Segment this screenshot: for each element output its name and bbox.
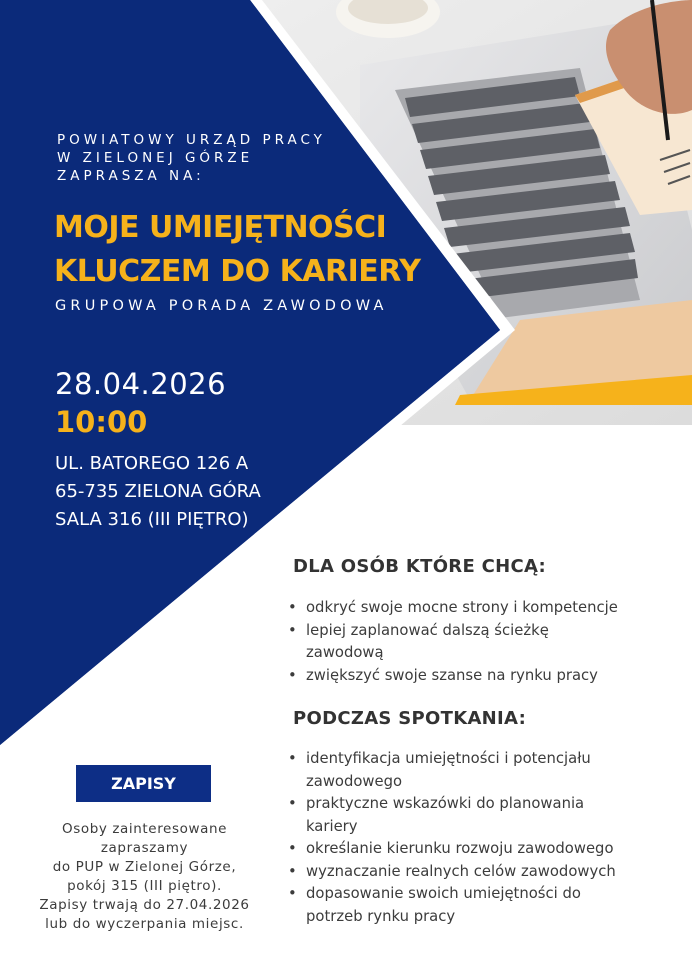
registration-line: Zapisy trwają do 27.04.2026 [39,897,250,913]
registration-line: zapraszamy [100,840,189,856]
for-whom-list [288,597,618,687]
organizer-line: POWIATOWY URZĄD PRACY [57,132,326,148]
bullet-icon: • [288,862,297,880]
organizer-line: ZAPRASZA NA: [57,168,205,184]
address-line: SALA 316 (III PIĘTRO) [55,509,249,530]
for-whom-heading: DLA OSÓB KTÓRE CHCĄ: [293,556,547,577]
list-item: • wyznaczanie realnych celów zawodowych [288,861,616,884]
event-date: 28.04.2026 [55,367,227,401]
address-line: 65-735 ZIELONA GÓRA [55,481,261,502]
registration-line: lub do wyczerpania miejsc. [45,916,244,932]
event-title-line: KLUCZEM DO KARIERY [54,254,421,289]
list-item: • praktyczne wskazówki do planowania kariery [288,795,585,835]
registration-line: pokój 315 (III piętro). [67,878,222,894]
organizer-text [57,131,326,185]
list-item: • dopasowanie swoich umiejętności do potrzeb rynku pracy [288,885,581,925]
address-line: UL. BATOREGO 126 A [55,453,249,474]
during-heading: PODCZAS SPOTKANIA: [293,708,527,729]
registration-info [18,820,271,934]
bullet-icon: • [288,840,297,857]
zapisy-button[interactable]: ZAPISY [76,765,211,802]
bullet-icon: • [288,795,297,812]
bullet-icon: • [288,599,297,616]
event-title [54,206,420,294]
list-item: • określanie kierunku rozwoju zawodowego [288,838,616,861]
list-item: • zwiększyć swoje szanse na rynku pracy [288,665,618,688]
organizer-line: W ZIELONEJ GÓRZE [57,150,254,166]
list-item: • lepiej zaplanować dalszą ścieżkę zawodową [288,621,549,661]
event-title-line: MOJE UMIEJĘTNOŚCI [54,210,387,245]
during-list [288,748,616,928]
event-address [55,450,261,534]
registration-line: do PUP w Zielonej Górze, [52,859,237,875]
list-item: • identyfikacja umiejętności i potencjału zawodowego [288,750,591,790]
event-subtitle: GRUPOWA PORADA ZAWODOWA [55,298,388,314]
bullet-icon: • [288,666,297,684]
bullet-icon: • [288,750,297,767]
registration-line: Osoby zainteresowane [61,821,228,837]
bullet-icon: • [288,621,297,639]
event-time: 10:00 [55,405,148,439]
bullet-icon: • [288,885,297,902]
list-item: • odkryć swoje mocne strony i kompetencje [288,597,618,620]
